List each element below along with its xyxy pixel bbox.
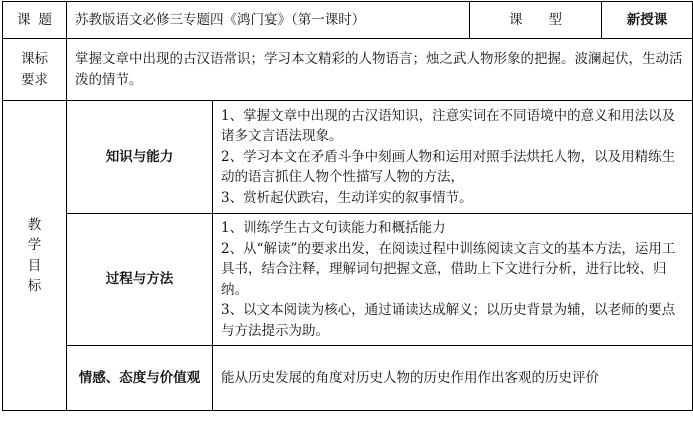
goal-item: 能从历史发展的角度对历史人物的历史作用作出客观的历史评价 — [221, 369, 599, 386]
goal-row-attitude — [3, 346, 693, 411]
type-value: 新授课 — [602, 2, 693, 39]
goal-item: 3、赏析起伏跌宕，生动详实的叙事情节。 — [221, 189, 473, 206]
goal-items-knowledge — [213, 101, 693, 214]
requirements-label — [3, 39, 67, 101]
lesson-label: 课题 — [3, 2, 67, 39]
goals-label-char-3: 目 — [27, 257, 42, 274]
goal-item: 1、掌握文章中出现的古汉语知识，注意实词在不同语境中的意义和用法以及诸多文言语法现象。 — [221, 107, 676, 145]
lesson-title: 苏教版语文必修三专题四《鸿门宴》（第一课时） — [67, 2, 470, 39]
goal-item: 3、以文本阅读为核心，通过诵读达成解义；以历史背景为辅，以老师的要点与方法提示为助。 — [221, 302, 676, 339]
goal-row-process — [3, 214, 693, 346]
goal-items-process — [213, 214, 693, 346]
goal-category-process: 过程与方法 — [67, 214, 213, 346]
type-label: 课型 — [470, 2, 602, 39]
goals-label-char-2: 学 — [27, 237, 42, 253]
goals-label — [3, 101, 67, 411]
requirements-label-line2: 要求 — [21, 71, 48, 88]
requirements-label-line1: 课标 — [21, 51, 48, 67]
goal-item: 1、训练学生古文句读能力和概括能力 — [221, 220, 446, 236]
goals-label-char-4: 标 — [27, 278, 42, 294]
lesson-plan-table — [2, 1, 693, 411]
goal-items-attitude — [213, 346, 693, 411]
header-row — [3, 2, 693, 39]
goal-category-attitude: 情感、态度与价值观 — [67, 346, 213, 411]
goals-label-char-1: 教 — [27, 216, 42, 233]
goal-row-knowledge — [3, 101, 693, 214]
goal-item: 2、从“解读”的要求出发，在阅读过程中训练阅读文言文的基本方法，运用工具书，结合注释，理解词句把握文意，借助上下文进行分析，进行比较、归纳。 — [221, 240, 676, 298]
requirements-row — [3, 39, 693, 101]
goal-item: 2、学习本文在矛盾斗争中刻画人物和运用对照手法烘托人物，以及用精练生动的语言抓住人物个性描写人物的方法， — [221, 148, 676, 186]
requirements-text: 掌握文章中出现的古汉语常识；学习本文精彩的人物语言；烛之武人物形象的把握。波澜起伏，生动活泼的情节。 — [67, 39, 693, 101]
goal-category-knowledge: 知识与能力 — [67, 101, 213, 214]
